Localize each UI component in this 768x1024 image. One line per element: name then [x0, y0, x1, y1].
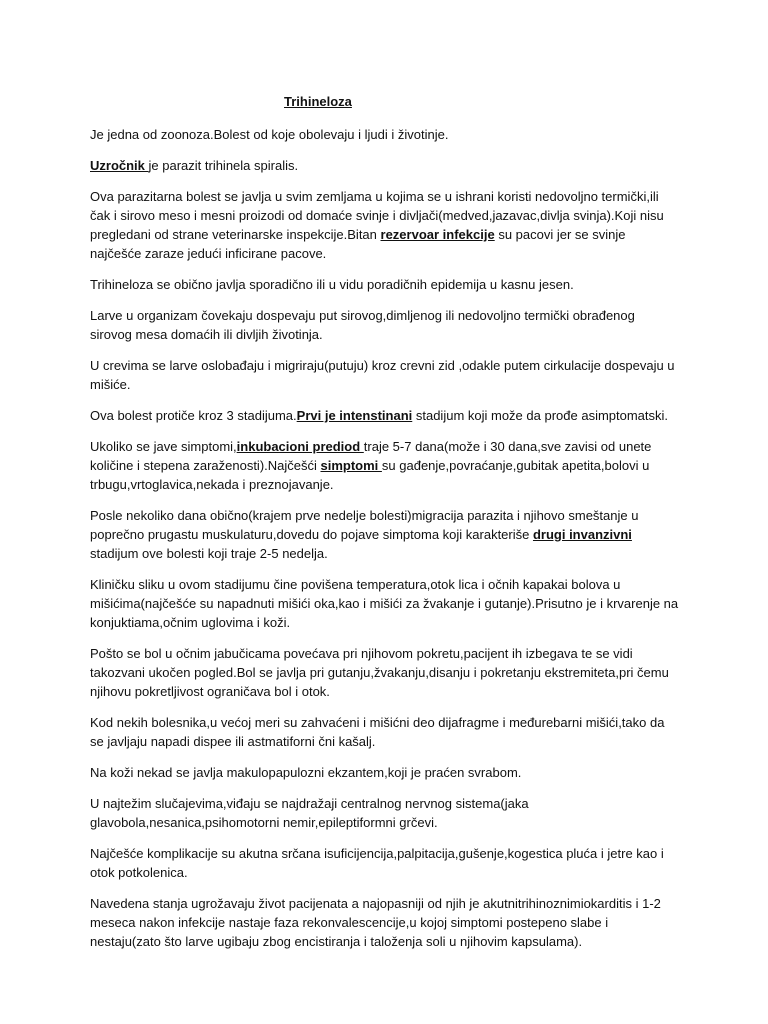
paragraph-text: Pošto se bol u očnim jabučicama povećava pri njihovom pokretu,pacijent ih izbegava te se vidi takozvani ukočen pogled.Bol se javlja pri gutanju,žvakanju,disanju i pokretanju ekstremiteta,pri čemu njihovu pokretljivost ograničava bol i otok.: [90, 646, 669, 699]
paragraph: [90, 575, 680, 632]
paragraph: [90, 894, 680, 951]
paragraph-text: su pacovi jer se svinje najčešće zaraze jedući inficirane pacove.: [90, 227, 626, 261]
paragraph: [90, 844, 680, 882]
paragraph-text: traje 5-7 dana(može i 30 dana,sve zavisi od unete količine i stepena zaraženosti).Najčešći: [90, 439, 652, 473]
paragraph-text: Kod nekih bolesnika,u većoj meri su zahvaćeni i mišićni deo dijafragme i međurebarni mišići,tako da se javljaju napadi dispee ili astmatiforni čni kašalj.: [90, 715, 665, 749]
emphasized-term: Prvi je intenstinani: [296, 408, 413, 423]
paragraph-text: stadijum ove bolesti koji traje 2-5 nedelja.: [90, 546, 328, 561]
paragraph-text: Larve u organizam čovekaju dospevaju put sirovog,dimljenog ili nedovoljno termički obrađenog sirovog mesa domaćih ili divljih životinja.: [90, 308, 635, 342]
paragraph-text: Trihineloza se obično javlja sporadično ili u vidu poradičnih epidemija u kasnu jesen.: [90, 277, 574, 292]
paragraph-text: Ova bolest protiče kroz 3 stadijuma.: [90, 408, 297, 423]
paragraph: [90, 406, 680, 425]
paragraph: [90, 506, 680, 563]
paragraph: [90, 437, 680, 494]
paragraph-text: Navedena stanja ugrožavaju život pacijenata a najopasniji od njih je akutnitrihinoznimiokarditis i 1-2 meseca nakon infekcije nastaje faza rekonvalescencije,u kojoj simptomi postepeno slabe i nestaju(zato što larve ugibaju zbog encistiranja i taloženja soli u njihovim kapsulama).: [90, 896, 661, 949]
paragraph-text: Kliničku sliku u ovom stadijumu čine povišena temperatura,otok lica i očnih kapakai bolova u mišićima(najčešće su napadnuti mišići oka,kao i mišići za žvakanje i gutanje).Prisutno je i krvarenje na konjuktiama,očnim uglovima i koži.: [90, 577, 679, 630]
paragraph: [90, 794, 680, 832]
paragraph: [90, 187, 680, 263]
paragraph: [90, 125, 680, 144]
document-title: Trihineloza: [284, 94, 352, 109]
emphasized-term: rezervoar infekcije: [380, 227, 495, 242]
document-body: [90, 125, 680, 951]
paragraph-text: Posle nekoliko dana obično(krajem prve nedelje bolesti)migracija parazita i njihovo smeštanje u poprečno prugastu muskulaturu,dovedu do pojave simptoma koji karakteriše: [90, 508, 639, 542]
paragraph: [90, 713, 680, 751]
paragraph: [90, 275, 680, 294]
paragraph: [90, 644, 680, 701]
emphasized-term: drugi invanzivni: [532, 527, 632, 542]
paragraph-text: Najčešće komplikacije su akutna srčana isuficijencija,palpitacija,gušenje,kogestica pluća i jetre kao i otok potkolenica.: [90, 846, 664, 880]
paragraph-text: Ova parazitarna bolest se javlja u svim zemljama u kojima se u ishrani koristi nedovoljno termički,ili čak i sirovo meso i mesni proizodi od domaće svinje i divljači(medved,jazavac,divlja svinja).Koji nisu pregledani od strane veterinarske inspekcije.Bitan: [90, 189, 664, 242]
paragraph-text: stadijum koji može da prođe asimptomatski.: [412, 408, 669, 423]
paragraph: [90, 356, 680, 394]
paragraph-text: U crevima se larve oslobađaju i migriraju(putuju) kroz crevni zid ,odakle putem cirkulacije dospevaju u mišiće.: [90, 358, 675, 392]
paragraph: [90, 306, 680, 344]
paragraph: [90, 156, 680, 175]
paragraph-text: Na koži nekad se javlja makulopapulozni ekzantem,koji je praćen svrabom.: [90, 765, 522, 780]
emphasized-term: inkubacioni prediod: [236, 439, 364, 454]
paragraph: [90, 763, 680, 782]
paragraph-text: je parazit trihinela spiralis.: [148, 158, 299, 173]
emphasized-term: Uzročnik: [90, 158, 149, 173]
paragraph-text: Je jedna od zoonoza.Bolest od koje obolevaju i ljudi i životinje.: [90, 127, 449, 142]
paragraph-text: su gađenje,povraćanje,gubitak apetita,bolovi u trbugu,vrtoglavica,nekada i preznojavanje.: [90, 458, 650, 492]
paragraph-text: U najtežim slučajevima,viđaju se najdražaji centralnog nervnog sistema(jaka glavobola,nesanica,psihomotorni nemir,epileptiformni grčevi.: [90, 796, 529, 830]
emphasized-term: simptomi: [320, 458, 382, 473]
paragraph-text: Ukoliko se jave simptomi,: [90, 439, 237, 454]
